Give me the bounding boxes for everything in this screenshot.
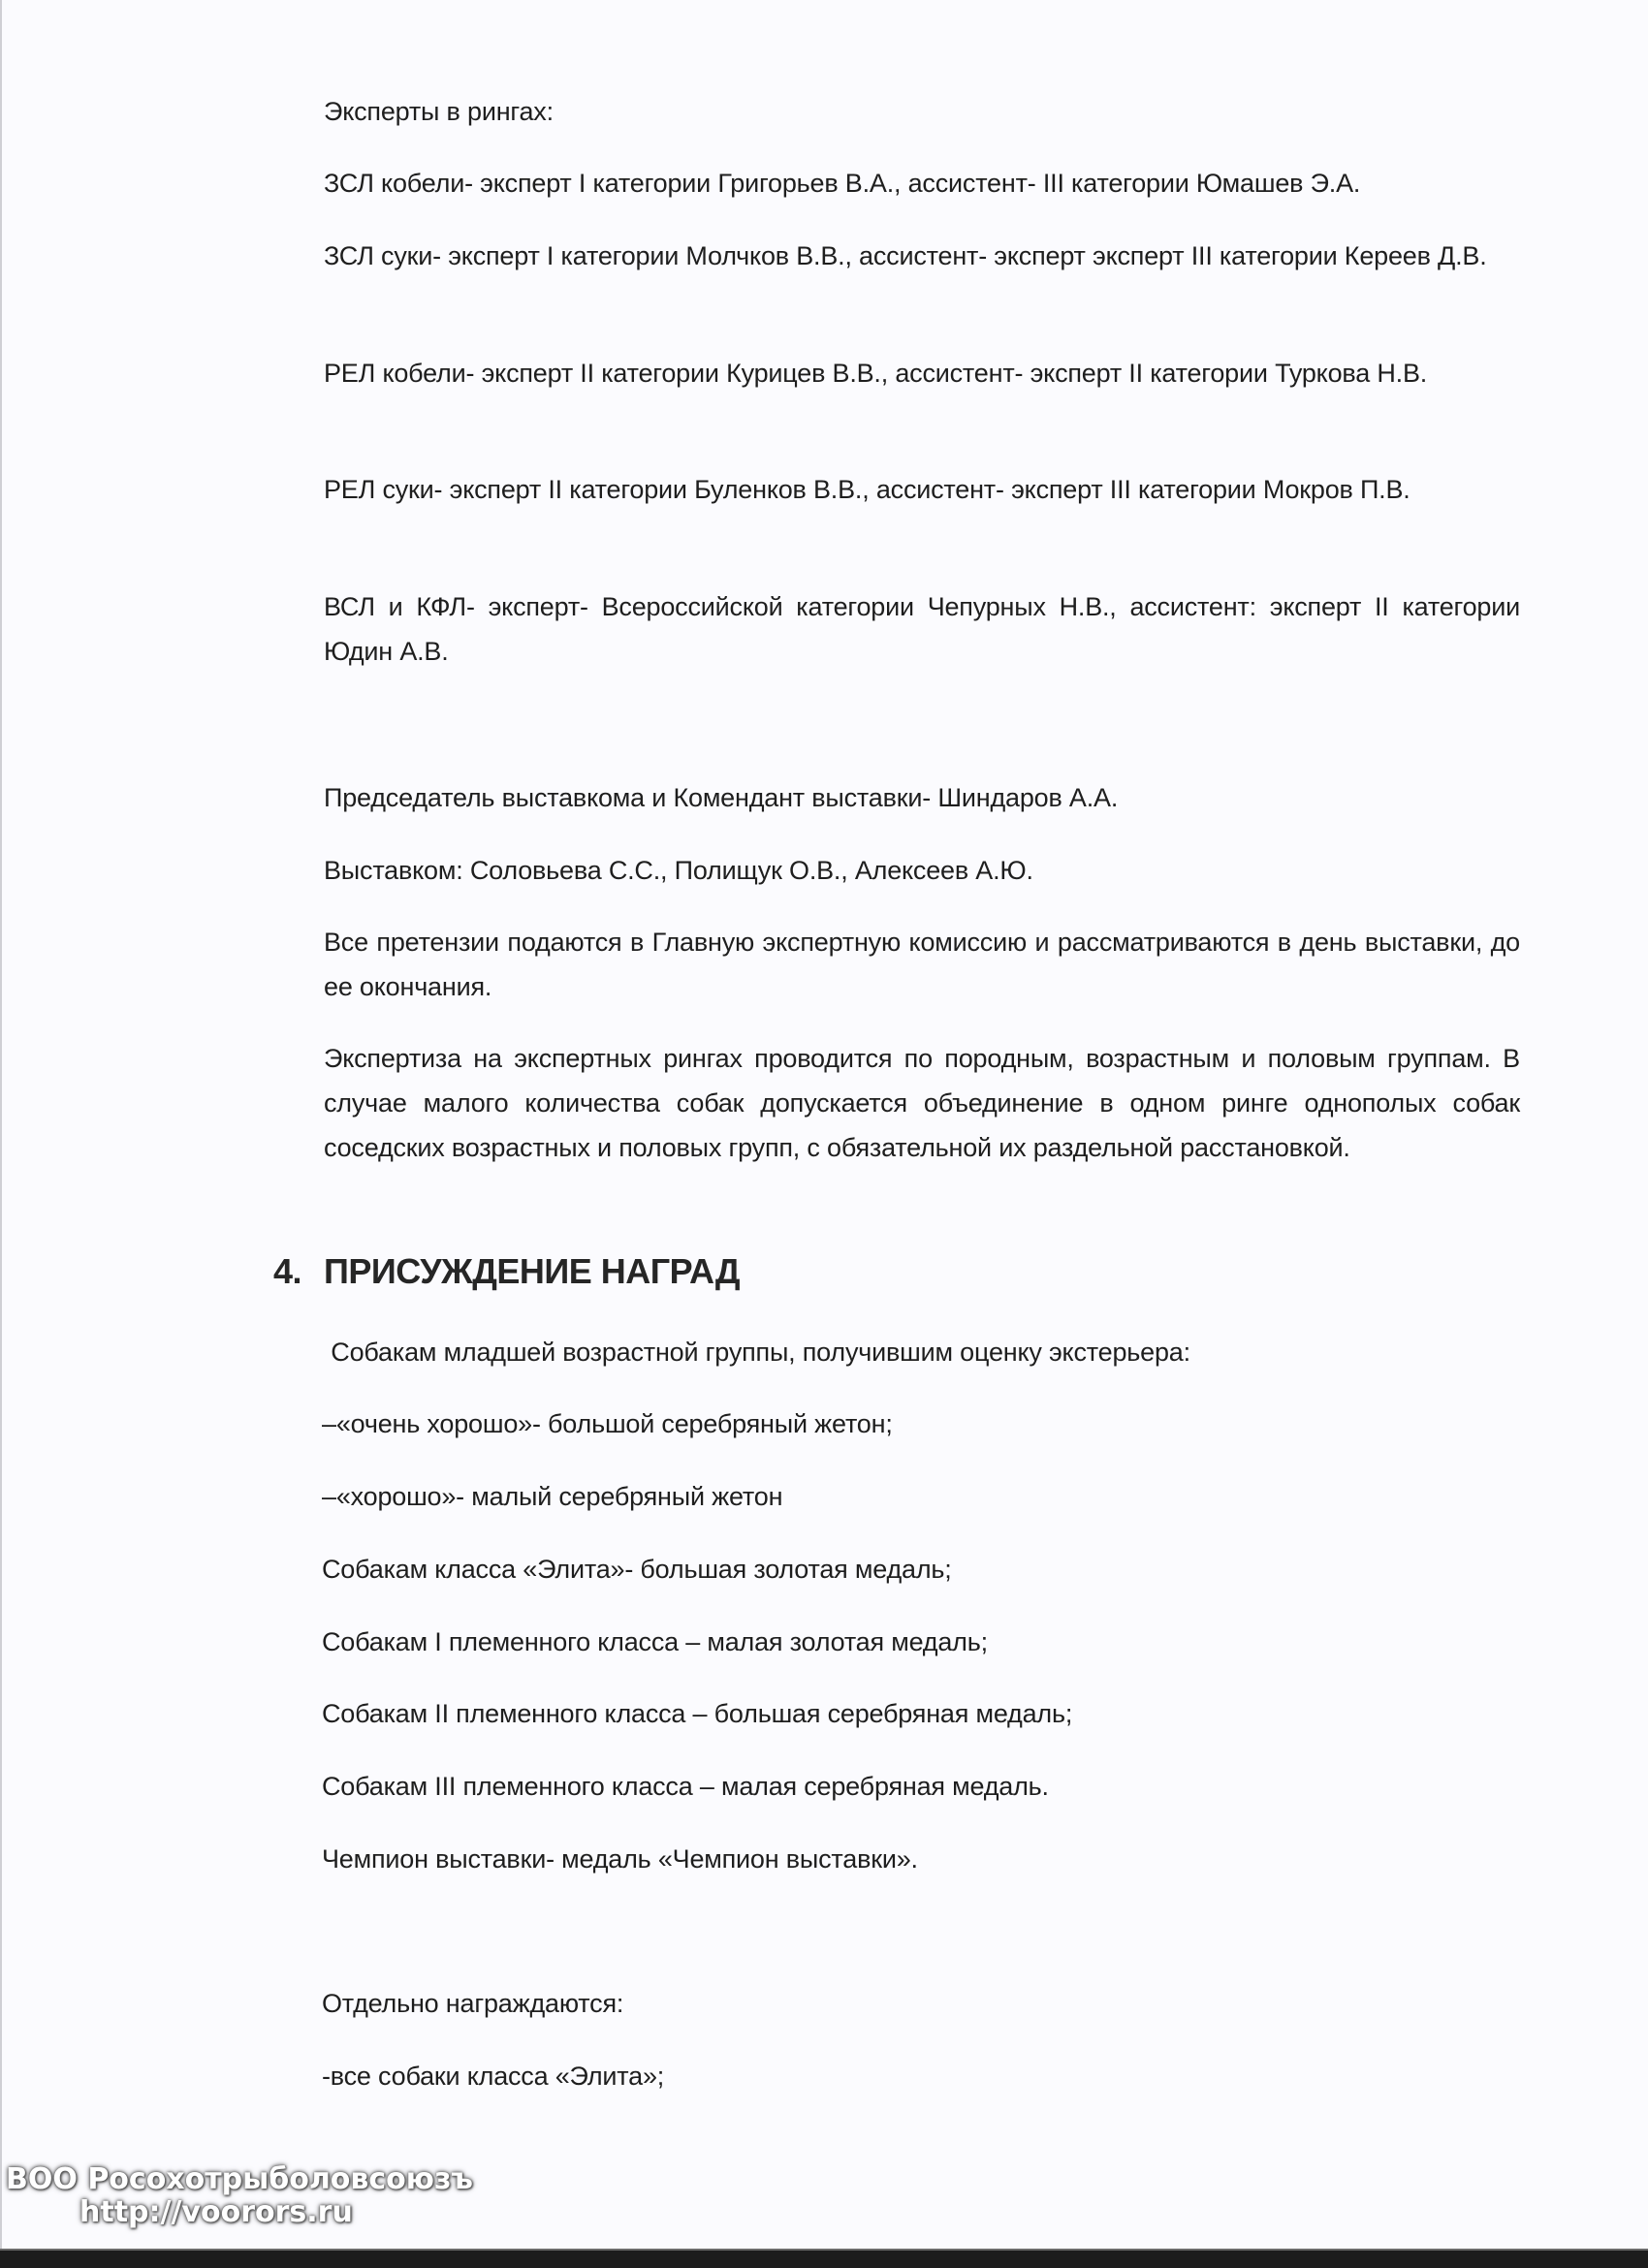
experts-title: Эксперты в рингах: [324,97,554,126]
expert-entry: РЕЛ суки- эксперт II категории Буленков В.В., ассистент- эксперт III категории Мокров П.В. [324,475,1410,504]
watermark [6,2163,473,2229]
expert-entry: ВСЛ и КФЛ- эксперт- Всероссийской категории Чепурных Н.В., ассистент: эксперт II категории Юдин А.В. [324,592,1520,666]
expert-entry: ЗСЛ кобели- эксперт I категории Григорьев В.А., ассистент- III категории Юмашев Э.А. [324,169,1361,198]
section-heading [273,1246,740,1297]
expert-entry: ЗСЛ суки- эксперт I категории Молчков В.В., ассистент- эксперт эксперт III категории Кереев Д.В. [324,241,1487,270]
award-item: Чемпион выставки- медаль «Чемпион выставки». [322,1844,918,1874]
awards-intro: Собакам младшей возрастной группы, получившим оценку экстерьера: [324,1338,1190,1367]
separately-title: Отдельно награждаются: [322,1989,624,2018]
committee-members-text: Выставком: Соловьева С.С., Полищук О.В., Алексеев А.Ю. [324,856,1033,885]
claims-paragraph: Все претензии подаются в Главную экспертную комиссию и рассматриваются в день выставки, до ее окончания. [324,928,1520,1001]
expert-entry: РЕЛ кобели- эксперт II категории Курицев В.В., ассистент- эксперт II категории Туркова Н.В. [324,359,1428,388]
award-item: Собакам III племенного класса – малая серебряная медаль. [322,1772,1049,1801]
section-title: ПРИСУЖДЕНИЕ НАГРАД [324,1251,740,1291]
separately-item: -все собаки класса «Элита»; [322,2062,665,2091]
watermark-org: ВОО Росохотрыболовсоюзъ [6,2162,473,2196]
award-item: –«хорошо»- малый серебряный жетон [322,1482,783,1511]
chairman-text: Председатель выставкома и Комендант выставки- Шиндаров А.А. [324,783,1119,812]
award-item: Собакам I племенного класса – малая золотая медаль; [322,1627,988,1656]
award-item: Собакам класса «Элита»- большая золотая медаль; [322,1555,952,1584]
award-item: Собакам II племенного класса – большая серебряная медаль; [322,1699,1073,1728]
section-number: 4. [273,1251,302,1291]
expertise-paragraph: Экспертиза на экспертных рингах проводится по породным, возрастным и половым группам. В случае малого количества собак допускается объединение в одном ринге однополых собак соседских возрастных и половых групп, с обязательной их раздельной расстановкой. [324,1044,1520,1162]
watermark-url: http://voorors.ru [79,2195,353,2229]
award-item: –«очень хорошо»- большой серебряный жетон; [322,1409,893,1438]
scan-bottom-edge [0,2249,1648,2268]
